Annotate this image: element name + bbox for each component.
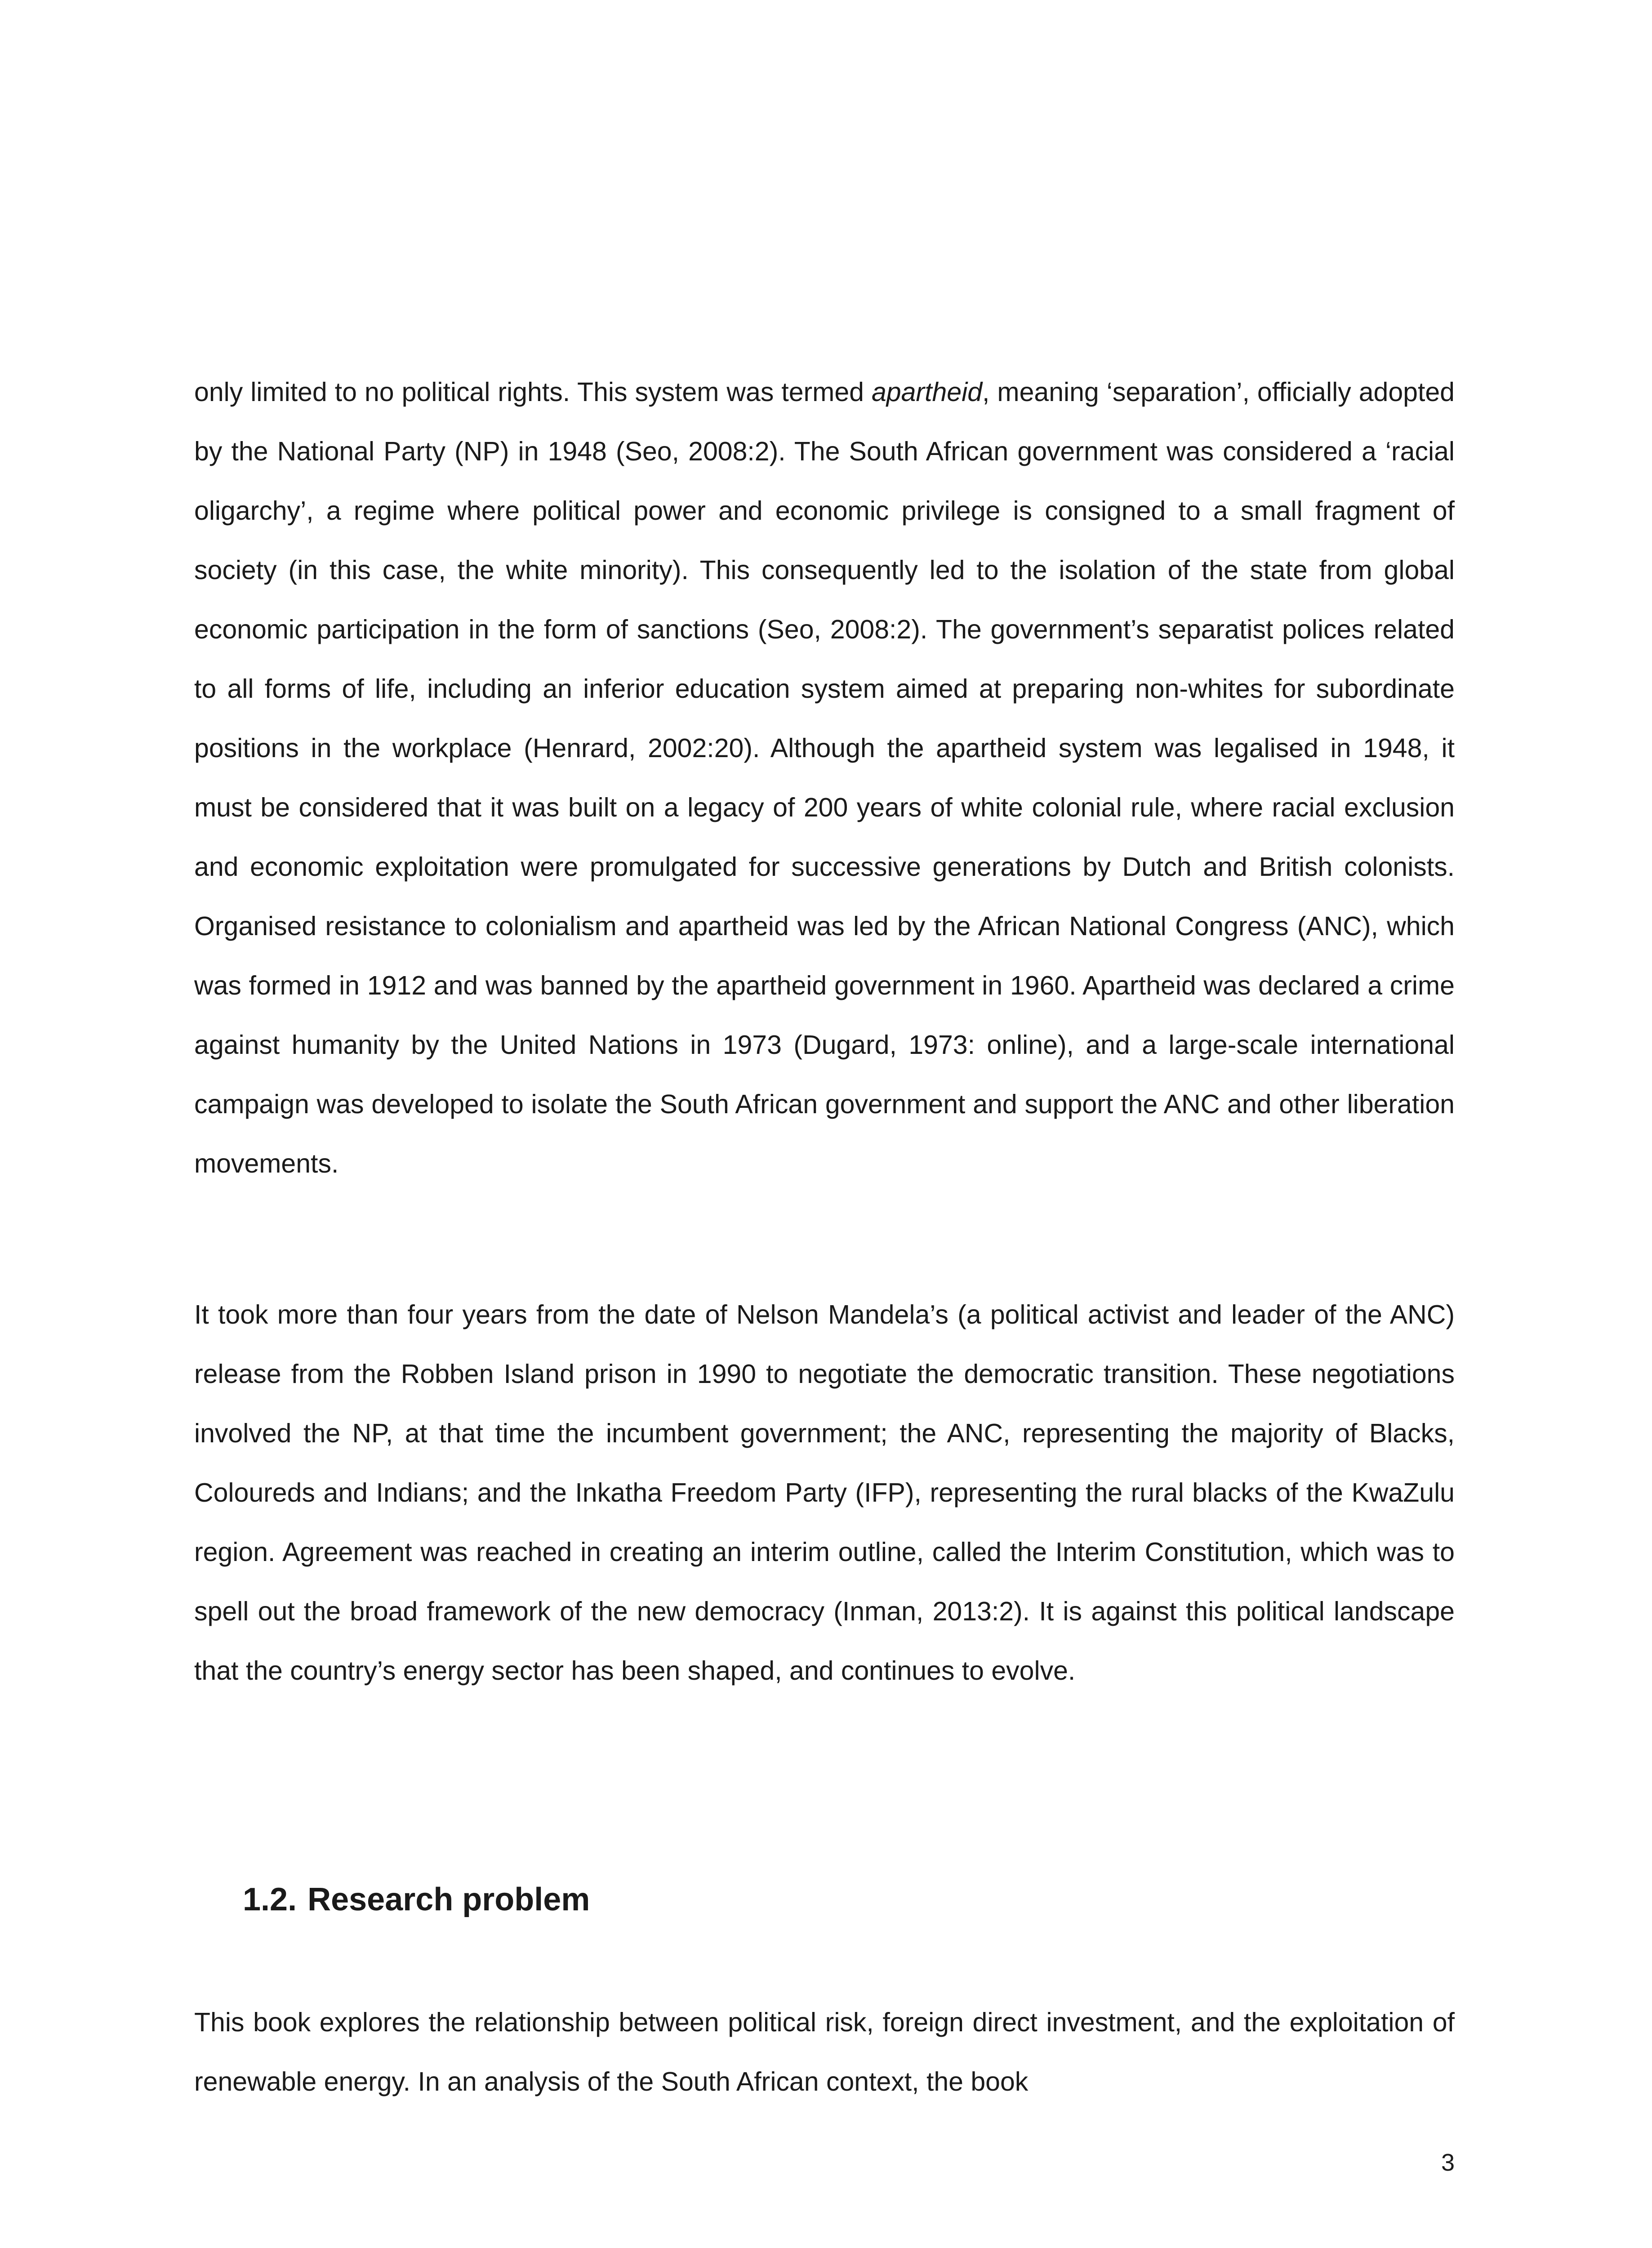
paragraph-text-rest: , meaning ‘separation’, officially adopted by the National Party (NP) in 1948 (Seo, 2008:2). The South African government was considered a ‘racial oligarchy’, a regime where political power and economic privilege is consigned to a small fragment of society (in this case, the white minority). This consequently led to the isolation of the state from global economic participation in the form of sanctions (Seo, 2008:2). The government’s separatist polices related to all forms of life, including an inferior education system aimed at preparing non-whites for subordinate positions in the workplace (Henrard, 2002:20). Although the apartheid system was legalised in 1948, it must be considered that it was built on a legacy of 200 years of white colonial rule, where racial exclusion and economic exploitation were promulgated for successive generations by Dutch and British colonists. Organised resistance to colonialism and apartheid was led by the African National Congress (ANC), which was formed in 1912 and was banned by the apartheid government in 1960. Apartheid was declared a crime against humanity by the United Nations in 1973 (Dugard, 1973: online), and a large-scale international campaign was developed to isolate the South African government and support the ANC and other liberation movements. [194, 377, 1455, 1178]
section-title: Research problem [307, 1882, 590, 1918]
body-paragraph-apartheid [194, 362, 1455, 1193]
section-heading [243, 1877, 590, 1922]
body-paragraph-research-problem: This book explores the relationship between political risk, foreign direct investment, and the exploitation of renewable energy. In an analysis of the South African context, the book [194, 2007, 1455, 2096]
paragraph-text-start: only limited to no political rights. This system was termed [194, 377, 872, 407]
body-paragraph-transition: It took more than four years from the date of Nelson Mandela’s (a political activist and leader of the ANC) release from the Robben Island prison in 1990 to negotiate the democratic transition. These negotiations involved the NP, at that time the incumbent government; the ANC, representing the majority of Blacks, Coloureds and Indians; and the Inkatha Freedom Party (IFP), representing the rural blacks of the KwaZulu region. Agreement was reached in creating an interim outline, called the Interim Constitution, which was to spell out the broad framework of the new democracy (Inman, 2013:2). It is against this political landscape that the country’s energy sector has been shaped, and continues to evolve. [194, 1300, 1455, 1686]
section-number: 1.2. [243, 1882, 297, 1918]
italic-term-apartheid: apartheid [871, 377, 983, 407]
page-number: 3 [1441, 2149, 1455, 2176]
